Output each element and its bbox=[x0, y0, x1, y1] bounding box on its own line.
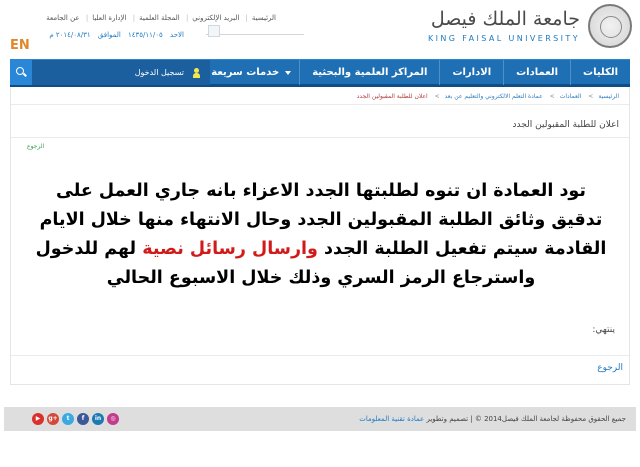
hijri-date: ١٤٣٥/١١/٠٥ bbox=[128, 31, 163, 39]
back-link-top[interactable]: الرجوع bbox=[27, 143, 45, 150]
nav-item-fast-services[interactable] bbox=[203, 60, 299, 85]
google-plus-icon[interactable]: g+ bbox=[47, 413, 59, 425]
university-logo[interactable] bbox=[402, 4, 632, 48]
main-content bbox=[10, 87, 630, 385]
login-label: تسجيل الدخول bbox=[134, 68, 184, 77]
facebook-icon[interactable]: f bbox=[77, 413, 89, 425]
announcement-highlight: وارسال رسائل نصية bbox=[142, 239, 318, 259]
breadcrumb-elearning[interactable]: عمادة التعلم الالكتروني والتعليم عن بعد bbox=[444, 93, 543, 100]
search-icon bbox=[16, 67, 24, 75]
user-icon bbox=[193, 68, 200, 78]
youtube-icon[interactable]: ▶ bbox=[32, 413, 44, 425]
divider bbox=[11, 355, 629, 356]
copyright-label: جميع الحقوق محفوظة لجامعة الملك فيصل2014 © | تصميم وتطوير bbox=[426, 415, 626, 423]
linkedin-icon[interactable]: in bbox=[92, 413, 104, 425]
twitter-icon[interactable]: t bbox=[62, 413, 74, 425]
copyright-text bbox=[359, 407, 626, 431]
breadcrumb-home[interactable]: الرئيسية bbox=[598, 93, 619, 100]
day2-label: الموافق bbox=[97, 31, 121, 39]
english-language-link[interactable]: EN bbox=[10, 38, 30, 53]
university-name-english: KING FAISAL UNIVERSITY bbox=[427, 34, 580, 43]
back-link[interactable]: الرجوع bbox=[597, 363, 623, 373]
instagram-icon[interactable]: ◎ bbox=[107, 413, 119, 425]
top-link-about[interactable]: عن الجامعة bbox=[46, 14, 80, 22]
it-deanship-link[interactable]: عمادة تقنية المعلومات bbox=[359, 415, 425, 423]
breadcrumb-deanships[interactable]: العمادات bbox=[559, 93, 582, 100]
nav-item-departments[interactable]: الادارات bbox=[439, 60, 503, 85]
main-navigation bbox=[10, 59, 630, 87]
login-button[interactable] bbox=[32, 60, 210, 85]
nav-item-research-centers[interactable]: المراكز العلمية والبحثية bbox=[299, 60, 439, 85]
divider bbox=[11, 104, 629, 105]
breadcrumb-current: اعلان للطلبة المقبولين الجدد bbox=[356, 93, 428, 100]
announcement-text-part2: لهم للدخول واسترجاع الرمز السري وذلك خلال الاسبوع الحالي bbox=[35, 239, 536, 288]
nav-items bbox=[203, 60, 630, 85]
day-label: الاحد bbox=[170, 31, 184, 39]
university-name-arabic: جامعة الملك فيصل bbox=[430, 8, 580, 30]
nav-item-colleges[interactable]: الكليات bbox=[570, 60, 630, 85]
social-links bbox=[32, 413, 119, 425]
ends-label: ينتهي: bbox=[592, 325, 615, 335]
site-header bbox=[0, 0, 640, 58]
top-links: الرئيسية| البريد الإلكتروني| المجلة العلمية| الإدارة العليا| عن الجامعة bbox=[46, 14, 276, 22]
top-link-journal[interactable]: المجلة العلمية bbox=[139, 14, 180, 22]
chevron-down-icon bbox=[285, 71, 291, 75]
calendar-icon bbox=[208, 25, 220, 37]
university-seal-icon bbox=[588, 4, 632, 48]
divider bbox=[11, 137, 629, 138]
breadcrumb: الرئيسية> العمادات> عمادة التعلم الالكتروني والتعليم عن بعد> اعلان للطلبة المقبولين الجدد bbox=[356, 93, 619, 100]
site-footer bbox=[4, 407, 636, 431]
top-link-home[interactable]: الرئيسية bbox=[251, 14, 276, 22]
date-divider bbox=[206, 34, 304, 35]
announcement-text-part1: تود العمادة ان تنوه لطلبتها الجدد الاعزاء بانه جاري العمل على تدقيق وثائق الطلبة المقبولين الجدد وحال الانتهاء منها خلال الايام القادمة سيتم تفعيل الطلبة الجدد bbox=[39, 181, 607, 259]
search-button[interactable] bbox=[10, 60, 32, 85]
top-link-management[interactable]: الإدارة العليا bbox=[92, 14, 127, 22]
fast-services-label: خدمات سريعة bbox=[211, 67, 280, 78]
date-display bbox=[44, 31, 184, 39]
page-title: اعلان للطلبة المقبولين الجدد bbox=[512, 120, 619, 130]
top-link-email[interactable]: البريد الإلكتروني bbox=[192, 14, 240, 22]
announcement-body bbox=[29, 177, 613, 293]
nav-item-deanships[interactable]: العمادات bbox=[503, 60, 570, 85]
gregorian-date: ٢٠١٤/٠٨/٣١ م bbox=[49, 31, 91, 39]
